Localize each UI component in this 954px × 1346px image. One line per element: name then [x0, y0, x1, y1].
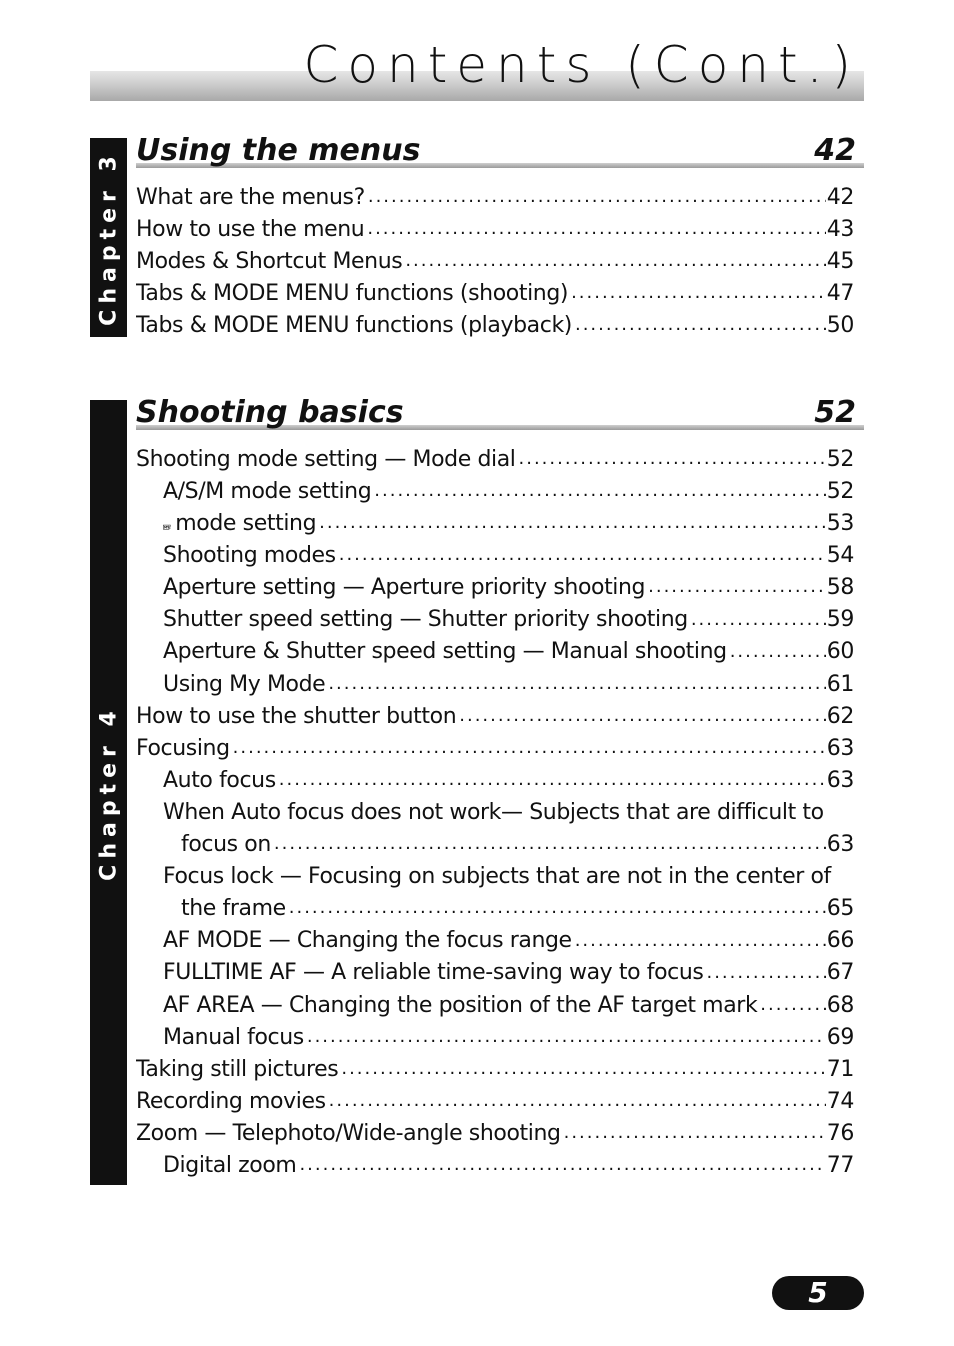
toc-entry[interactable]: [136, 729, 854, 761]
my-mode-icon: [163, 518, 171, 536]
dot-leader: [339, 546, 826, 564]
toc-entry[interactable]: [136, 889, 854, 921]
dot-leader: [575, 932, 826, 950]
dot-leader: [274, 835, 826, 853]
toc-entry-label: What are the menus?: [136, 184, 365, 210]
toc-entry-page: 65: [826, 896, 854, 922]
toc-entry-page: 76: [826, 1120, 854, 1146]
dot-leader: [519, 450, 826, 468]
toc-entry-label: Recording movies: [136, 1088, 326, 1114]
dot-leader: [459, 707, 826, 725]
dot-leader: [367, 220, 825, 238]
toc-entry-page: 52: [826, 446, 854, 472]
dot-leader: [730, 643, 826, 661]
toc-entry-page: 77: [826, 1152, 854, 1178]
toc-entry-label: mode setting: [175, 511, 317, 537]
toc-entry-label: Zoom — Telephoto/Wide-angle shooting: [136, 1120, 561, 1146]
toc-entry[interactable]: [136, 178, 854, 210]
toc-entry-page: 50: [826, 313, 854, 339]
toc-entry[interactable]: [136, 242, 854, 274]
page-number-badge: 5: [772, 1276, 864, 1310]
toc-entry-label: Shooting mode setting — Mode dial: [136, 446, 516, 472]
chapter-3-heading: [136, 132, 864, 172]
toc-entry-page: 63: [826, 832, 854, 858]
dot-leader: [706, 964, 825, 982]
toc-entry[interactable]: [136, 954, 854, 986]
toc-entry-label: Shutter speed setting — Shutter priority shooting: [163, 607, 688, 633]
toc-entry-page: 63: [826, 767, 854, 793]
toc-entry-label: How to use the menu: [136, 217, 365, 242]
toc-entry-label: Manual focus: [163, 1024, 304, 1050]
toc-entry[interactable]: [136, 440, 854, 472]
toc-entry-label: Focus lock — Focusing on subjects that are not in the center of: [163, 864, 831, 890]
toc-entry-label: When Auto focus does not work— Subjects that are difficult to: [163, 799, 824, 825]
toc-entry-page: 67: [826, 960, 854, 986]
dot-leader: [328, 675, 825, 693]
dot-leader: [289, 899, 826, 917]
toc-entry-page: 61: [826, 671, 854, 697]
dot-leader: [319, 514, 826, 532]
toc-entry[interactable]: [136, 504, 854, 536]
toc-entry-page: 63: [826, 735, 854, 761]
dot-leader: [760, 996, 826, 1014]
toc-entry-label: AF MODE — Changing the focus range: [163, 928, 572, 954]
toc-entry[interactable]: [136, 536, 854, 568]
toc-entry-label: Focusing: [136, 735, 230, 761]
toc-entry-label: Taking still pictures: [136, 1056, 339, 1082]
toc-entry[interactable]: [136, 1114, 854, 1146]
svg-text:MY: MY: [163, 525, 170, 530]
toc-entry[interactable]: [136, 793, 854, 825]
toc-entry-page: 42: [826, 184, 854, 210]
toc-entry-label: Shooting modes: [163, 543, 336, 569]
toc-entry-label: Auto focus: [163, 767, 276, 793]
toc-entry[interactable]: [136, 633, 854, 665]
toc-entry-page: 74: [826, 1088, 854, 1114]
toc-entry-page: 53: [826, 511, 854, 537]
toc-entry[interactable]: [136, 1050, 854, 1082]
toc-entry-page: 52: [826, 479, 854, 504]
toc-entry-page: 69: [826, 1024, 854, 1050]
dot-leader: [564, 1124, 826, 1142]
dot-leader: [307, 1028, 826, 1046]
dot-leader: [374, 482, 826, 500]
toc-entry[interactable]: [136, 761, 854, 793]
toc-entry[interactable]: [136, 1082, 854, 1114]
dot-leader: [648, 578, 826, 596]
toc-entry-page: 47: [826, 281, 854, 307]
dot-leader: [233, 739, 826, 757]
dot-leader: [299, 1156, 825, 1174]
chapter-4-heading: [136, 394, 864, 434]
toc-entry[interactable]: [136, 306, 854, 338]
chapter-4-page: 52: [814, 395, 856, 430]
dot-leader: [329, 1092, 826, 1110]
toc-entry-label: Digital zoom: [163, 1152, 297, 1178]
toc-entry-page: 58: [826, 575, 854, 601]
chapter-3-title[interactable]: Using the menus: [136, 133, 421, 168]
toc-entry[interactable]: [136, 665, 854, 697]
toc-entry[interactable]: [136, 600, 854, 632]
chapter-4-toc: [136, 440, 854, 1178]
chapter-3-toc: [136, 178, 854, 338]
toc-entry-page: 60: [826, 639, 854, 665]
toc-entry[interactable]: [136, 697, 854, 729]
toc-entry-label: the frame: [181, 896, 286, 922]
toc-entry-label: Tabs & MODE MENU functions (playback): [136, 313, 572, 339]
chapter-4-tab: [90, 400, 127, 1185]
chapter-3-page: 42: [814, 133, 856, 168]
toc-entry[interactable]: [136, 857, 854, 889]
toc-entry-label: How to use the shutter button: [136, 703, 457, 729]
toc-entry[interactable]: [136, 1018, 854, 1050]
toc-entry-page: 59: [826, 607, 854, 633]
dot-leader: [575, 316, 826, 334]
toc-entry-page: 43: [826, 217, 854, 242]
toc-entry-page: 45: [826, 249, 854, 275]
chapter-3-tab-label: Chapter 3: [96, 149, 121, 326]
toc-entry-label: AF AREA — Changing the position of the AF target mark: [163, 992, 758, 1018]
dot-leader: [691, 611, 826, 629]
dot-leader: [571, 284, 826, 302]
toc-entry-label: Aperture & Shutter speed setting — Manual shooting: [163, 639, 727, 665]
toc-entry[interactable]: [136, 472, 854, 504]
chapter-4-title[interactable]: Shooting basics: [136, 395, 404, 430]
toc-entry-page: 71: [826, 1056, 854, 1082]
toc-entry-label: Modes & Shortcut Menus: [136, 249, 403, 275]
toc-entry[interactable]: [136, 568, 854, 600]
dot-leader: [405, 252, 825, 270]
toc-entry-label: Aperture setting — Aperture priority shooting: [163, 575, 646, 601]
toc-entry-page: 54: [826, 543, 854, 569]
dot-leader: [279, 771, 826, 789]
dot-leader: [368, 188, 826, 206]
toc-entry[interactable]: [136, 921, 854, 953]
toc-entry-label: A/S/M mode setting: [163, 479, 372, 504]
toc-entry-page: 66: [826, 928, 854, 954]
toc-entry[interactable]: [136, 825, 854, 857]
toc-entry-label: Using My Mode: [163, 671, 326, 697]
toc-entry[interactable]: [136, 986, 854, 1018]
chapter-4-tab-label: Chapter 4: [96, 704, 121, 881]
page-title: Contents (Cont.): [303, 36, 860, 94]
toc-entry[interactable]: [136, 1146, 854, 1178]
dot-leader: [341, 1060, 825, 1078]
chapter-3-tab: [90, 138, 127, 337]
toc-entry[interactable]: [136, 210, 854, 242]
toc-entry-label: Tabs & MODE MENU functions (shooting): [136, 281, 569, 307]
toc-entry[interactable]: [136, 274, 854, 306]
toc-entry-label: focus on: [181, 832, 271, 858]
toc-entry-page: 68: [826, 992, 854, 1018]
toc-entry-page: 62: [826, 703, 854, 729]
toc-entry-label: FULLTIME AF — A reliable time-saving way to focus: [163, 960, 704, 986]
